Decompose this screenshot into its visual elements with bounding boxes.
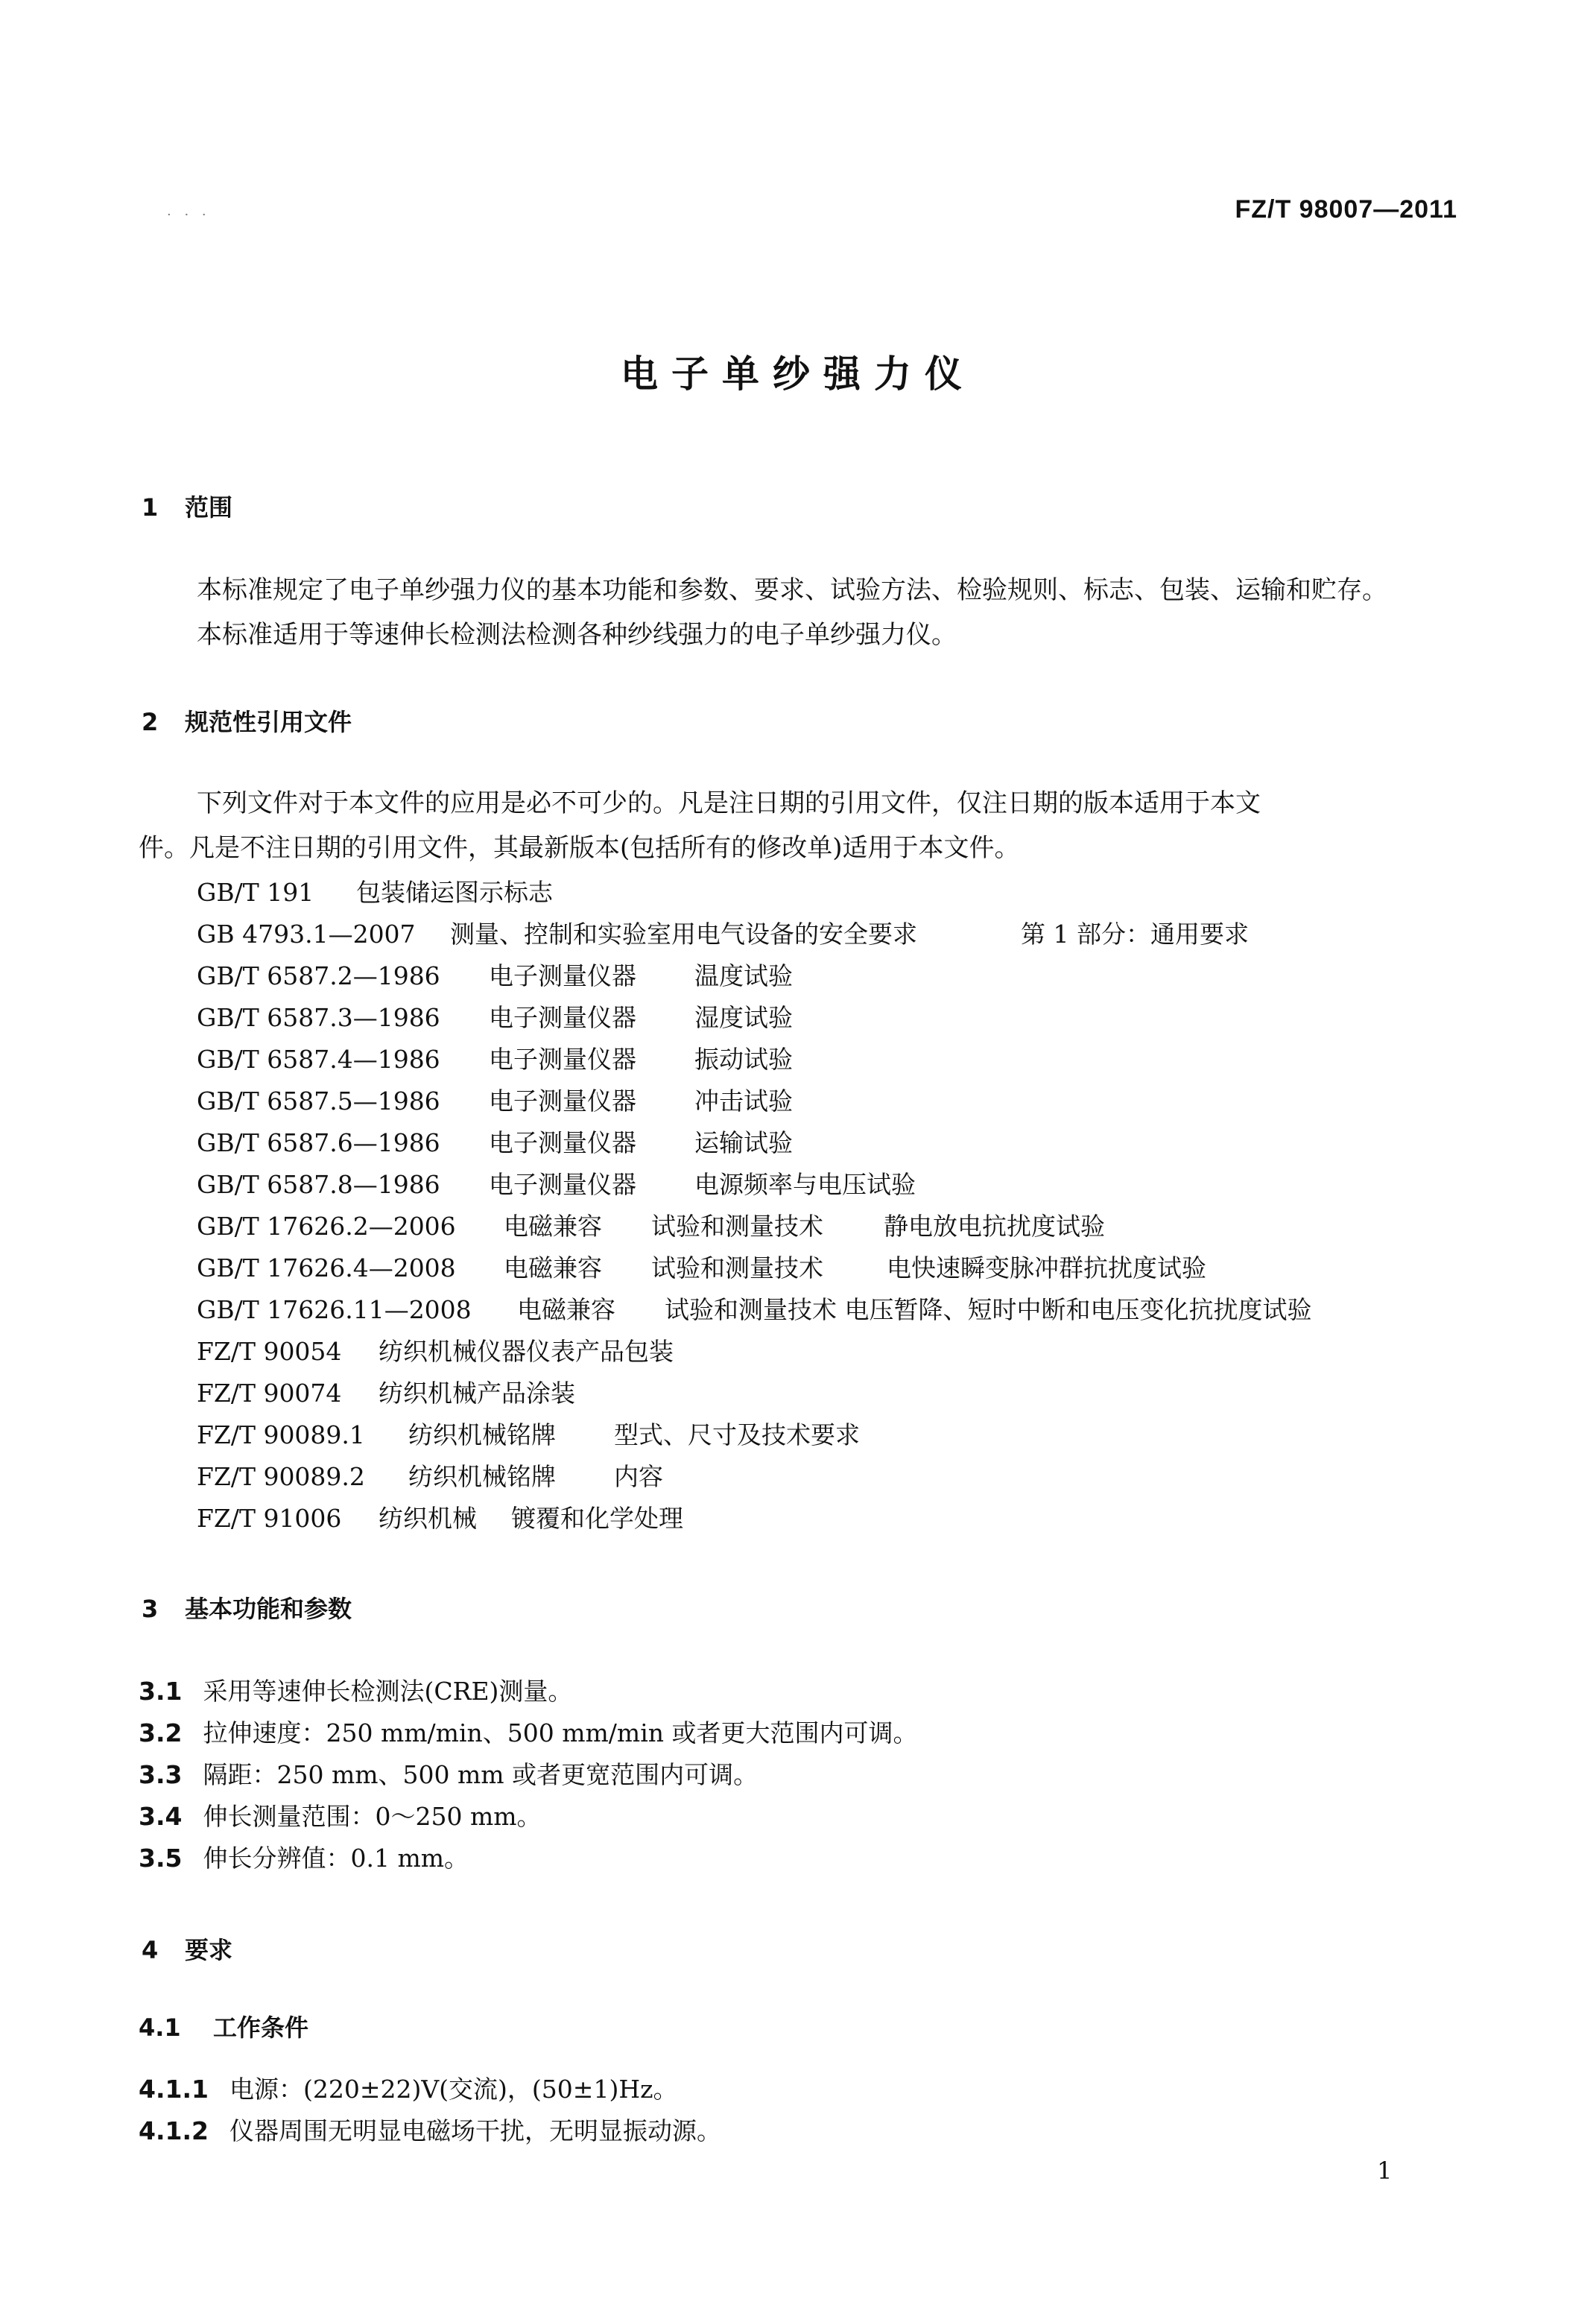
reference-row	[197, 1374, 575, 1409]
reference-code: GB/T 6587.4—1986	[197, 1045, 440, 1074]
reference-title: 纺织机械铭牌	[408, 1462, 556, 1491]
reference-title: 电子测量仪器	[489, 1086, 636, 1116]
reference-code: FZ/T 90089.2	[197, 1462, 365, 1491]
section-number: 1	[142, 493, 159, 522]
reference-title: 湿度试验	[694, 1003, 793, 1032]
clause-number: 3.4	[139, 1802, 183, 1831]
section-1-paragraph: 本标准规定了电子单纱强力仪的基本功能和参数、要求、试验方法、检验规则、标志、包装、运输和贮存。	[197, 575, 1387, 605]
reference-row	[197, 999, 793, 1034]
clause-number: 4.1.1	[139, 2075, 209, 2104]
clause-number: 3.3	[139, 1760, 183, 1789]
reference-row	[197, 1332, 674, 1367]
clause-text: 伸长分辨值：0.1 mm。	[203, 1844, 469, 1873]
standard-code: FZ/T 98007—2011	[1235, 195, 1457, 224]
clause-text: 电源：(220±22)V(交流)，(50±1)Hz。	[229, 2075, 678, 2104]
section-title: 基本功能和参数	[185, 1595, 352, 1623]
reference-title: 纺织机械铭牌	[408, 1420, 556, 1449]
section-number: 3	[142, 1595, 159, 1623]
reference-row	[197, 1416, 860, 1451]
reference-title: 电磁兼容	[504, 1253, 602, 1282]
reference-code: FZ/T 90089.1	[197, 1420, 365, 1449]
reference-code: GB/T 17626.4—2008	[197, 1253, 456, 1282]
reference-title: 试验和测量技术 电压暂降、短时中断和电压变化抗扰度试验	[665, 1295, 1312, 1324]
reference-code: GB/T 6587.2—1986	[197, 961, 440, 990]
reference-row	[197, 1499, 683, 1534]
subsection-4-1-heading	[139, 2009, 308, 2043]
reference-title: 电磁兼容	[504, 1212, 602, 1241]
clause-text: 拉伸速度：250 mm/min、500 mm/min 或者更大范围内可调。	[203, 1718, 918, 1747]
subsection-title: 工作条件	[213, 2013, 309, 2042]
reference-code: GB/T 17626.2—2006	[197, 1212, 456, 1241]
reference-code: FZ/T 90074	[197, 1379, 342, 1408]
reference-title: 电磁兼容	[517, 1295, 615, 1324]
clause-row	[139, 1797, 542, 1832]
reference-code: GB/T 6587.8—1986	[197, 1170, 440, 1199]
reference-title: 纺织机械仪器仪表产品包装	[379, 1337, 674, 1366]
clause-number: 3.2	[139, 1718, 183, 1747]
reference-row	[197, 1291, 1312, 1326]
reference-title: 电子测量仪器	[489, 1003, 636, 1032]
reference-title: 冲击试验	[694, 1086, 793, 1116]
clause-text: 隔距：250 mm、500 mm 或者更宽范围内可调。	[203, 1760, 759, 1789]
reference-title: 包装储运图示标志	[356, 878, 553, 907]
reference-title: 振动试验	[694, 1045, 793, 1074]
clause-number: 3.1	[139, 1677, 183, 1706]
clause-number: 4.1.2	[139, 2116, 209, 2145]
section-title: 范围	[185, 493, 233, 522]
clause-row	[139, 2070, 677, 2105]
section-title: 要求	[185, 1936, 233, 1964]
section-1-paragraph: 本标准适用于等速伸长检测法检测各种纱线强力的电子单纱强力仪。	[197, 620, 957, 650]
reference-code: FZ/T 91006	[197, 1504, 342, 1533]
subsection-number: 4.1	[139, 2013, 181, 2042]
reference-title: 温度试验	[694, 961, 793, 990]
reference-row	[197, 1458, 663, 1493]
reference-title: 电快速瞬变脉冲群抗扰度试验	[887, 1253, 1206, 1282]
clause-number: 3.5	[139, 1844, 183, 1873]
section-2-intro-line: 下列文件对于本文件的应用是必不可少的。凡是注日期的引用文件，仅注日期的版本适用于本文	[197, 788, 1261, 818]
section-2-heading	[142, 703, 352, 738]
clause-row	[139, 1714, 918, 1749]
clause-text: 仪器周围无明显电磁场干扰，无明显振动源。	[229, 2116, 721, 2145]
reference-title: 测量、控制和实验室用电气设备的安全要求	[450, 920, 917, 949]
reference-code: GB/T 6587.5—1986	[197, 1086, 440, 1116]
reference-title: 第 1 部分：通用要求	[1021, 920, 1249, 949]
reference-code: FZ/T 90054	[197, 1337, 342, 1366]
clause-row	[139, 1839, 469, 1874]
clause-text: 采用等速伸长检测法(CRE)测量。	[203, 1677, 573, 1706]
section-4-heading	[142, 1932, 232, 1966]
reference-title: 镀覆和化学处理	[511, 1504, 683, 1533]
reference-title: 电子测量仪器	[489, 1128, 636, 1157]
reference-row	[197, 915, 1249, 950]
reference-title: 试验和测量技术	[651, 1212, 823, 1241]
reference-row	[197, 1124, 793, 1159]
reference-title: 运输试验	[694, 1128, 793, 1157]
reference-row	[197, 1082, 793, 1117]
reference-title: 电子测量仪器	[489, 1170, 636, 1199]
reference-title: 纺织机械	[379, 1504, 477, 1533]
section-3-heading	[142, 1590, 352, 1625]
reference-code: GB/T 6587.6—1986	[197, 1128, 440, 1157]
reference-title: 电子测量仪器	[489, 961, 636, 990]
section-number: 4	[142, 1936, 159, 1964]
reference-title: 型式、尺寸及技术要求	[614, 1420, 860, 1449]
reference-row	[197, 1249, 1206, 1284]
reference-title: 纺织机械产品涂装	[379, 1379, 575, 1408]
section-2-intro-line: 件。凡是不注日期的引用文件，其最新版本(包括所有的修改单)适用于本文件。	[139, 833, 1020, 863]
section-title: 规范性引用文件	[185, 708, 352, 736]
reference-row	[197, 1040, 793, 1075]
clause-text: 伸长测量范围：0～250 mm。	[203, 1802, 542, 1831]
reference-row	[197, 957, 793, 992]
reference-code: GB/T 17626.11—2008	[197, 1295, 472, 1324]
page-number: 1	[1377, 2157, 1393, 2185]
reference-row	[197, 1207, 1105, 1242]
clause-row	[139, 1672, 572, 1707]
scan-corner-mark: · · ·	[167, 207, 211, 223]
document-title: 电子单纱强力仪	[621, 352, 975, 396]
clause-row	[139, 2112, 721, 2147]
reference-title: 电子测量仪器	[489, 1045, 636, 1074]
reference-code: GB/T 6587.3—1986	[197, 1003, 440, 1032]
reference-title: 内容	[614, 1462, 663, 1491]
reference-code: GB 4793.1—2007	[197, 920, 416, 949]
section-1-heading	[142, 489, 232, 523]
reference-title: 电源频率与电压试验	[694, 1170, 916, 1199]
reference-code: GB/T 191	[197, 878, 314, 907]
reference-row	[197, 873, 553, 908]
reference-title: 静电放电抗扰度试验	[884, 1212, 1105, 1241]
clause-row	[139, 1756, 758, 1791]
section-number: 2	[142, 708, 159, 736]
reference-title: 试验和测量技术	[651, 1253, 823, 1282]
reference-row	[197, 1165, 916, 1200]
